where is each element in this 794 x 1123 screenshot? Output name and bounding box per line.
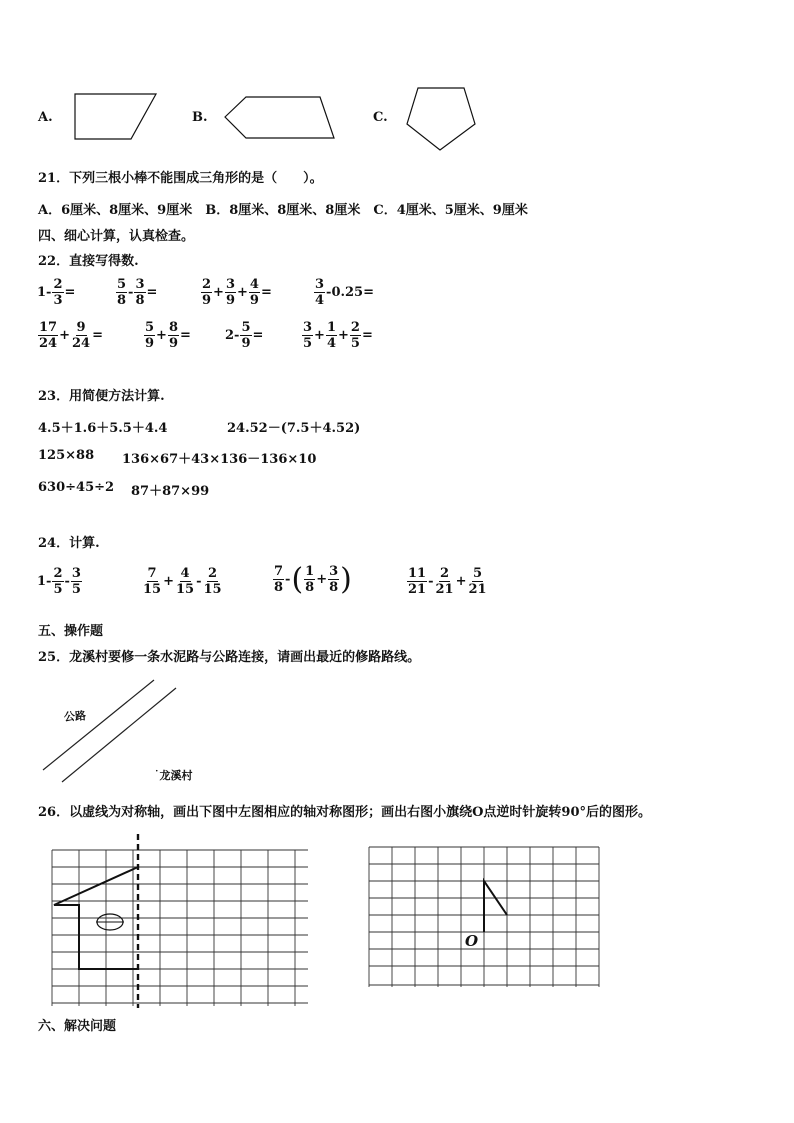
q23-stem: 23．用简便方法计算.: [38, 389, 165, 404]
section-6-title: 六、解决问题: [38, 1019, 117, 1034]
village-label: ˙龙溪村: [154, 769, 193, 782]
q23-expr-2: 24.52－(7.5＋4.52): [227, 421, 361, 436]
q22-expr-8: $\frac{3}{5}$ + $\frac{1}{4}$ + $\frac{2}{5}$ =: [303, 320, 373, 351]
option-c-label: C.: [373, 110, 388, 125]
q22-expr-1: 1- $\frac{2}{3}$ =: [37, 277, 76, 308]
section-4-title: 四、细心计算，认真检查。: [38, 229, 195, 244]
left-symmetry-grid: [52, 850, 312, 1008]
rotation-point-o: O: [465, 932, 479, 950]
q24-expr-4: $\frac{11}{21}$ - $\frac{2}{21}$ + $\frac{5}{21}$: [408, 566, 487, 597]
q22-stem: 22．直接写得数.: [38, 254, 139, 269]
option-b-label: B.: [192, 110, 208, 125]
q26-stem: 26．以虚线为对称轴，画出下图中左图相应的轴对称图形；画出右图小旗绕O点逆时针旋转90°后的图形。: [38, 805, 652, 820]
right-rotation-grid: [368, 847, 602, 993]
q23-expr-4: 136×67＋43×136－136×10: [122, 452, 317, 467]
irregular-pentagon-shape: [224, 96, 336, 140]
q25-stem: 25．龙溪村要修一条水泥路与公路连接，请画出最近的修路路线。: [38, 650, 421, 665]
regular-pentagon-shape: [405, 86, 477, 152]
q22-expr-6: $\frac{5}{9}$ + $\frac{8}{9}$ =: [145, 320, 191, 351]
q21-options: A．6厘米、8厘米、9厘米 B．8厘米、8厘米、8厘米 C．4厘米、5厘米、9厘米: [38, 203, 528, 218]
q22-expr-2: $\frac{5}{8}$ - $\frac{3}{8}$ =: [117, 277, 158, 308]
q23-expr-6: 87＋87×99: [131, 484, 210, 499]
q21-stem: 21．下列三根小棒不能围成三角形的是（ ）。: [38, 171, 323, 186]
parallelogram-shape: [74, 93, 158, 141]
q22-expr-5: $\frac{17}{24}$ + $\frac{9}{24}$ =: [39, 320, 103, 351]
option-a-label: A.: [38, 110, 53, 125]
section-5-title: 五、操作题: [38, 624, 104, 639]
q24-stem: 24．计算.: [38, 536, 100, 551]
q24-expr-1: 1- $\frac{2}{5}$ - $\frac{3}{5}$: [37, 566, 81, 597]
q24-expr-3: $\frac{7}{8}$ - ( $\frac{1}{8}$ + $\frac{3}{8}$ ): [274, 561, 352, 597]
q22-expr-3: $\frac{2}{9}$ + $\frac{3}{9}$ + $\frac{4}{9}$ =: [202, 277, 272, 308]
q24-expr-2: $\frac{7}{15}$ + $\frac{4}{15}$ - $\frac{2}{15}$: [143, 566, 222, 597]
road-label: 公路: [63, 709, 87, 724]
q23-expr-3: 125×88: [38, 448, 95, 463]
q23-expr-5: 630÷45÷2: [38, 480, 115, 495]
q22-expr-4: $\frac{3}{4}$ -0.25=: [315, 277, 374, 308]
q23-expr-1: 4.5＋1.6＋5.5＋4.4: [38, 421, 168, 436]
q22-expr-7: 2- $\frac{5}{9}$ =: [225, 320, 264, 351]
